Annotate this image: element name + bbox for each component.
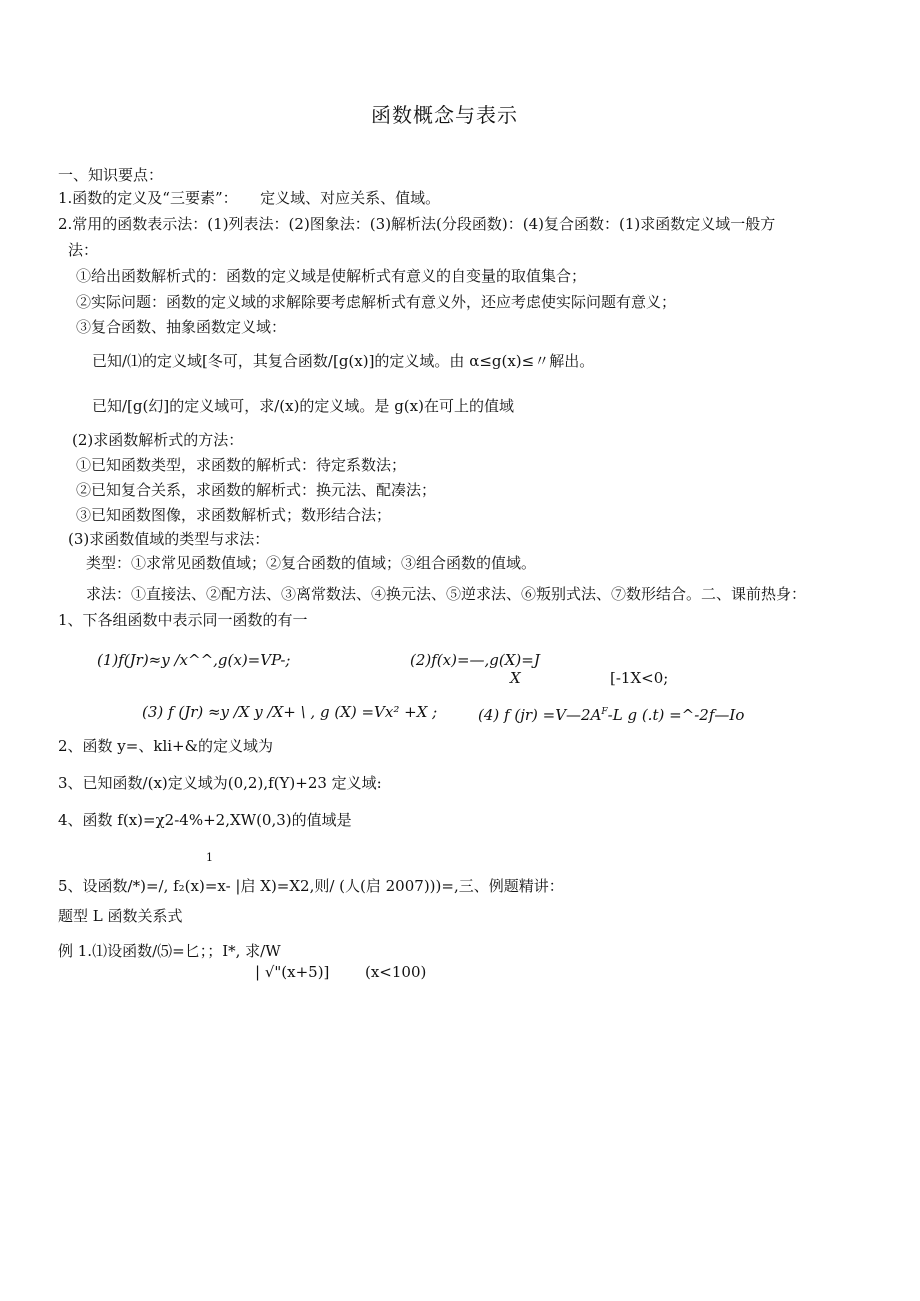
paragraph-line: 类型：①求常见函数值域；②复合函数的值域；③组合函数的值域。	[86, 554, 537, 572]
formula: (2)f(x)=—,g(X)=J	[410, 651, 540, 669]
paragraph-line: 2.常用的函数表示法：(1)列表法：(2)图象法：(3)解析法(分段函数)：(4)复合函数：(1)求函数定义域一般方	[58, 215, 776, 233]
example-formula: | √"(x+5)]	[255, 963, 330, 981]
formula: X	[510, 669, 521, 687]
page-title: 函数概念与表示	[371, 103, 518, 127]
footnote-mark: 1	[206, 851, 213, 864]
question: 1、下各组函数中表示同一函数的有一	[58, 611, 308, 629]
paragraph-line: 求法：①直接法、②配方法、③离常数法、④换元法、⑤逆求法、⑥叛别式法、⑦数形结合。二、课前热身：	[86, 585, 807, 603]
list-item: ②实际问题：函数的定义域的求解除要考虑解析式有意义外，还应考虑使实际问题有意义；	[76, 293, 677, 311]
list-item: ②已知复合关系，求函数的解析式：换元法、配凑法；	[76, 481, 437, 499]
question: 2、函数 y=、kli+&的定义域为	[58, 737, 273, 755]
list-item: ③复合函数、抽象函数定义域：	[76, 318, 287, 336]
formula: [-1X<0;	[610, 669, 669, 687]
question: 4、函数 f(x)=χ2-4%+2,XW(0,3)的值域是	[58, 811, 352, 829]
formula: (1)f(Jr)≈y /x^^,g(x)=VP-;	[97, 651, 291, 669]
list-item: ③已知函数图像，求函数解析式；数形结合法；	[76, 506, 392, 524]
formula: (4) f $(jr) =V—2A^F-L$ g (.t) =^-2f—Io	[478, 706, 745, 724]
formula: (3) f (Jr) ≈y /X y /X+ \ , g (X) =Vx² +X ;	[142, 703, 438, 721]
example-formula: (x<100)	[365, 963, 427, 981]
paragraph-line: 1.函数的定义及“三要素”： 定义域、对应关系、值域。	[58, 189, 441, 207]
example: 例 1.⑴设函数/⑸=匕；；I*, 求/W	[58, 942, 281, 960]
subsection-heading: (3)求函数值域的类型与求法：	[68, 530, 270, 548]
paragraph-line: 已知/[g(幻]的定义域可，求/(x)的定义域。是 g(x)在可上的值域	[92, 397, 514, 415]
list-item: ①给出函数解析式的：函数的定义域是使解析式有意义的自变量的取值集合；	[76, 267, 587, 285]
section-heading: 一、知识要点：	[58, 166, 164, 184]
paragraph-line: 法：	[68, 241, 99, 259]
question: 5、设函数/*)=/, f₂(x)=x- |启 X)=X2,则/ (人(启 2007)))=,三、例题精讲：	[58, 877, 564, 895]
subsection-heading: (2)求函数解析式的方法：	[72, 431, 244, 449]
paragraph-line: 已知/⑴的定义域[冬可，其复合函数/[g(x)]的定义域。由 α≤g(x)≤〃解出。	[92, 352, 595, 370]
list-item: ①已知函数类型，求函数的解析式：待定系数法；	[76, 456, 407, 474]
section-heading: 题型 L 函数关系式	[58, 907, 183, 925]
question: 3、已知函数/(x)定义域为(0,2),f(Y)+23 定义域:	[58, 774, 382, 792]
